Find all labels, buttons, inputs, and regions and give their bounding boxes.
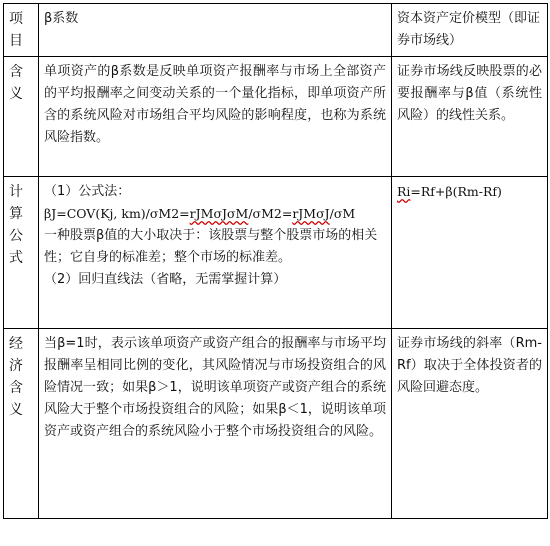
beta-determinants-text: 一种股票β值的大小取决于：该股票与整个股票市场的相关性；它自身的标准差；整个市场的标准差。 [44,228,378,265]
comparison-table [3,3,548,519]
economic-label-cell [4,329,39,519]
header-row [4,4,548,57]
table-row-economic [4,329,548,519]
economic-beta-cell [39,329,392,519]
regression-method-text: （2）回归直线法（省略，无需掌握计算） [44,272,287,287]
meaning-capm-text: 证券市场线反映股票的必要报酬率与β值（系统性风险）的线性关系。 [397,64,542,123]
table-row-meaning [4,57,548,177]
economic-capm-text: 证券市场线的斜率（Rm-Rf）取决于全体投资者的风险回避态度。 [397,336,542,395]
economic-capm-cell [392,329,548,519]
economic-label: 经济含义 [9,336,23,418]
formula-capm-cell [392,177,548,329]
formula-method-title: （1）公式法： [44,184,131,199]
meaning-beta-cell [39,57,392,177]
header-capm-label: 资本资产定价模型（即证券市场线） [397,11,541,48]
meaning-label-cell [4,57,39,177]
beta-formula [44,203,386,225]
header-beta-cell [39,4,392,57]
capm-formula-rest: =Rf+β(Rm-Rf) [410,184,502,199]
beta-formula-part-c: /σM2= [248,206,293,221]
formula-label: 计算公式 [9,184,23,266]
beta-formula-part-d: rJMσJ [292,206,330,221]
beta-formula-part-e: /σM [329,206,356,221]
economic-beta-text: 当β=1时，表示该单项资产或资产组合的报酬率与市场平均报酬率呈相同比例的变化，其风险情况与市场投资组合的风险情况一致；如果β＞1，说明该单项资产或资产组合的系统风险大于整个市场投资组合的风险；如果β＜1，说明该单项资产或资产组合的系统风险小于整个市场投资组合的风险。 [44,336,386,439]
beta-formula-part-b: rJMσJσM [189,206,249,221]
meaning-capm-cell [392,57,548,177]
header-item-label: 项目 [9,11,23,49]
formula-beta-cell [39,177,392,329]
capm-formula-ri: Ri [397,184,411,199]
header-capm-cell [392,4,548,57]
meaning-label: 含义 [9,64,23,102]
table-row-formula [4,177,548,329]
header-item-cell [4,4,39,57]
beta-formula-part-a: βJ=COV(Kj, km)/σM2= [44,206,190,221]
formula-label-cell [4,177,39,329]
capm-formula [397,184,502,199]
meaning-beta-text: 单项资产的β系数是反映单项资产报酬率与市场上全部资产的平均报酬率之间变动关系的一个量化指标，即单项资产所含的系统风险对市场组合平均风险的影响程度，也称为系统风险指数。 [44,64,386,145]
header-beta-label: β系数 [44,11,79,26]
